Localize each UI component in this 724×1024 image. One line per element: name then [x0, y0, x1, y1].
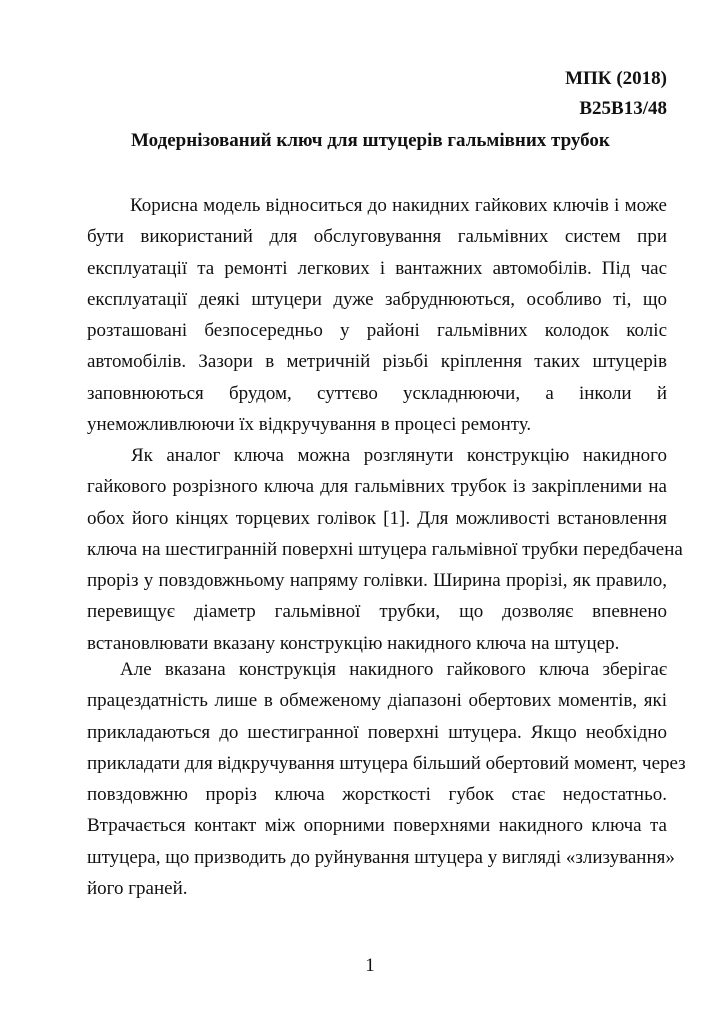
text-line: бути використаний для обслуговування гальмівних систем при [87, 226, 667, 248]
text-line: проріз у повздовжньому напряму голівки. Ширина прорізі, як правило, [87, 570, 667, 592]
text-line: унеможливлюючи їх відкручування в процесі ремонту. [87, 414, 532, 436]
text-line: працездатність лише в обмеженому діапазоні обертових моментів, які [87, 690, 667, 712]
paragraph-2 [87, 440, 683, 659]
text-line: Втрачається контакт між опорними поверхнями накидного ключа та [87, 815, 667, 837]
text-line: обох його кінцях торцевих голівок [1]. Для можливості встановлення [87, 507, 667, 529]
text-line: розташовані безпосередньо у районі гальмівних колодок коліс [87, 320, 667, 342]
text-line: встановлювати вказану конструкцію накидного ключа на штуцер. [87, 632, 620, 654]
text-line: Корисна модель відноситься до накидних гайкових ключів і може [130, 195, 667, 216]
ipc-label: МПК (2018) [565, 68, 667, 89]
text-line: повздовжню проріз ключа жорсткості губок стає недостатньо. [87, 784, 667, 806]
text-line: перевищує діаметр гальмівної трубки, що дозволяє впевнено [87, 601, 667, 623]
paragraph-3 [87, 654, 686, 904]
text-line: Як аналог ключа можна розглянути конструкцію накидного [131, 445, 667, 466]
text-line: експлуатації та ремонті легкових і вантажних автомобілів. Під час [87, 257, 667, 279]
text-line: ключа на шестигранній поверхні штуцера гальмівної трубки передбачена [87, 538, 683, 560]
ipc-class-code: B25B13/48 [579, 98, 667, 119]
text-line: експлуатації деякі штуцери дуже забруднюються, особливо ті, що [87, 288, 667, 310]
text-line: гайкового розрізного ключа для гальмівних трубок із закріпленими на [87, 476, 667, 498]
text-line: прикладаються до шестигранної поверхні штуцера. Якщо необхідно [87, 721, 667, 743]
text-line: заповнюються брудом, суттєво ускладнюючи, а інколи й [87, 382, 667, 404]
document-title: Модернізований ключ для штуцерів гальмівних трубок [131, 130, 610, 151]
text-line: його граней. [87, 878, 188, 900]
text-line: автомобілів. Зазори в метричній різьбі кріплення таких штуцерів [87, 351, 667, 373]
text-line: Але вказана конструкція накидного гайкового ключа зберігає [120, 659, 667, 680]
text-line: штуцера, що призводить до руйнування штуцера у вигляді «злизування» [87, 846, 675, 868]
text-line: прикладати для відкручування штуцера більший обертовий момент, через [87, 752, 686, 774]
page-number: 1 [365, 955, 375, 976]
paragraph-1 [87, 190, 667, 440]
